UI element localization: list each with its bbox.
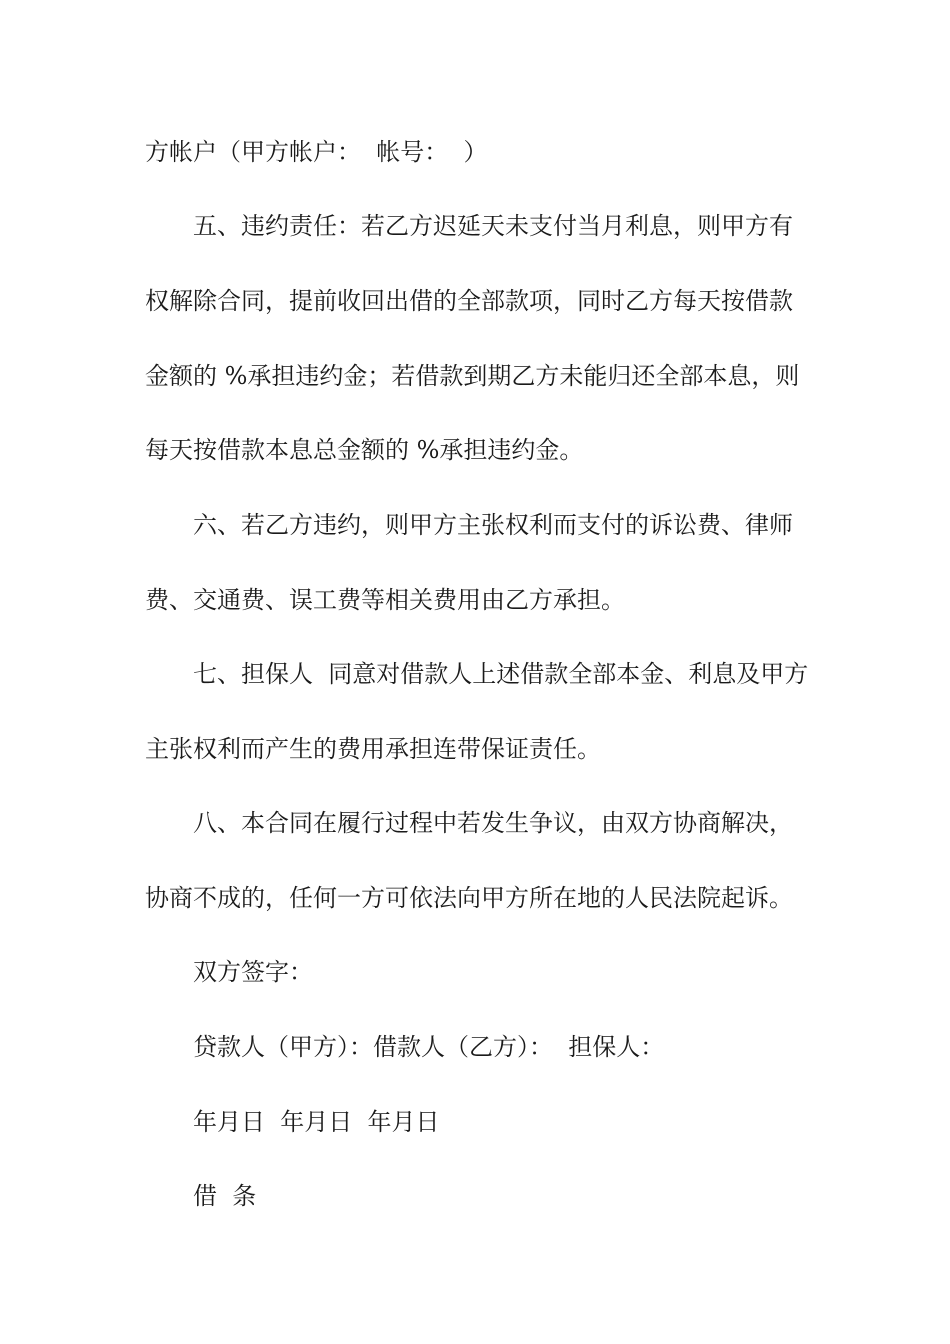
text-line-clause-7-cont: 主张权利而产生的费用承担连带保证责任。 bbox=[145, 735, 601, 763]
text-line-clause-6-cont: 费、交通费、误工费等相关费用由乙方承担。 bbox=[145, 586, 625, 614]
text-line-clause-5-start: 五、违约责任：若乙方迟延天未支付当月利息，则甲方有 bbox=[193, 212, 793, 240]
text-line-signature-dates: 年月日 年月日 年月日 bbox=[193, 1108, 440, 1136]
text-line-iou-title: 借 条 bbox=[193, 1182, 257, 1210]
text-line-clause-5-cont-1: 权解除合同，提前收回出借的全部款项，同时乙方每天按借款 bbox=[145, 287, 793, 315]
text-line-signatures-heading: 双方签字： bbox=[193, 958, 313, 986]
text-line-clause-8-cont: 协商不成的，任何一方可依法向甲方所在地的人民法院起诉。 bbox=[145, 884, 793, 912]
text-line-signature-parties: 贷款人（甲方）：借款人（乙方）： 担保人： bbox=[193, 1033, 665, 1061]
text-line-account: 方帐户（甲方帐户： 帐号： ） bbox=[145, 138, 488, 166]
text-line-clause-5-cont-3: 每天按借款本息总金额的 %承担违约金。 bbox=[145, 436, 584, 464]
text-line-clause-5-cont-2: 金额的 %承担违约金；若借款到期乙方未能归还全部本息，则 bbox=[145, 362, 800, 390]
text-line-clause-8-start: 八、本合同在履行过程中若发生争议，由双方协商解决， bbox=[193, 809, 793, 837]
text-line-clause-6-start: 六、若乙方违约，则甲方主张权利而支付的诉讼费、律师 bbox=[193, 511, 793, 539]
text-line-clause-7-start: 七、担保人 同意对借款人上述借款全部本金、利息及甲方 bbox=[193, 660, 809, 688]
